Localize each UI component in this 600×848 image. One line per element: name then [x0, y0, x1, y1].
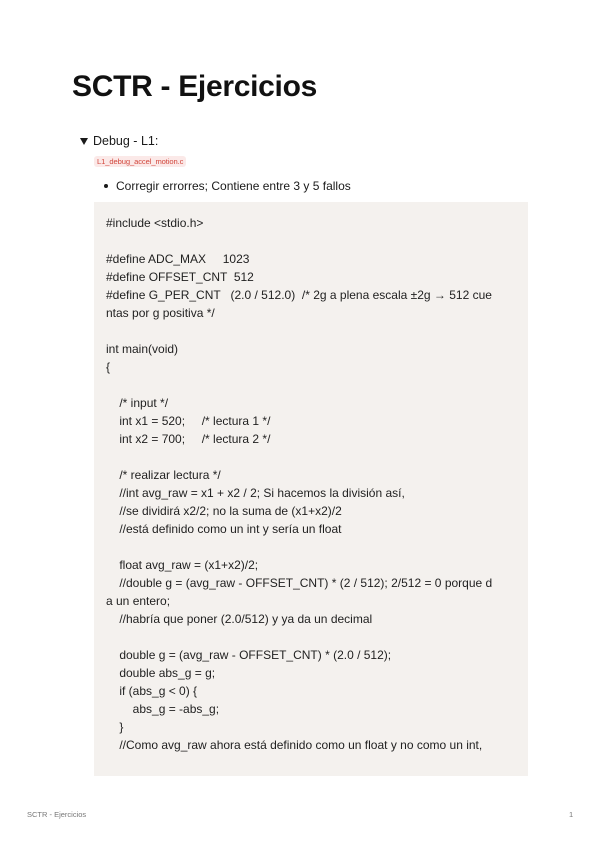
code-line: //double g = (avg_raw - OFFSET_CNT) * (2 / 512); 2/512 = 0 porque d: [106, 576, 493, 590]
code-line: //está definido como un int y sería un float: [106, 522, 342, 536]
code-line: double abs_g = g;: [106, 666, 216, 680]
code-line: int x2 = 700; /* lectura 2 */: [106, 432, 271, 446]
code-line: //int avg_raw = x1 + x2 / 2; Si hacemos la división así,: [106, 486, 405, 500]
code-line: #define G_PER_CNT (2.0 / 512.0) /* 2g a plena escala ±2g → 512 cue: [106, 288, 492, 302]
page-title: SCTR - Ejercicios: [72, 70, 317, 103]
code-line: float avg_raw = (x1+x2)/2;: [106, 558, 259, 572]
code-line: int main(void): [106, 342, 179, 356]
file-name-tag: L1_debug_accel_motion.c: [94, 156, 186, 167]
code-line: int x1 = 520; /* lectura 1 */: [106, 414, 271, 428]
code-block: [94, 202, 528, 776]
code-line: /* input */: [106, 396, 169, 410]
code-line: //se dividirá x2/2; no la suma de (x1+x2)/2: [106, 504, 342, 518]
footer-page-number: 1: [569, 810, 574, 819]
code-line: abs_g = -abs_g;: [106, 702, 220, 716]
code-line: /* realizar lectura */: [106, 468, 221, 482]
code-line: double g = (avg_raw - OFFSET_CNT) * (2.0 / 512);: [106, 648, 392, 662]
code-line: ntas por g positiva */: [106, 306, 215, 320]
bullet-icon: [104, 184, 108, 188]
code-line: #include <stdio.h>: [106, 216, 204, 230]
list-item: [104, 179, 351, 193]
code-line: //habría que poner (2.0/512) y ya da un decimal: [106, 612, 373, 626]
footer-doc-name: SCTR - Ejercicios: [27, 810, 87, 819]
toggle-triangle-icon[interactable]: [80, 138, 88, 145]
list-item-text: Corregir errorres; Contiene entre 3 y 5 fallos: [116, 179, 351, 193]
code-line: #define ADC_MAX 1023: [106, 252, 250, 266]
code-line: #define OFFSET_CNT 512: [106, 270, 254, 284]
code-line: a un entero;: [106, 594, 171, 608]
code-line: if (abs_g < 0) {: [106, 684, 198, 698]
toggle-label: Debug - L1:: [93, 134, 159, 148]
code-line: {: [106, 360, 111, 374]
code-line: //Como avg_raw ahora está definido como un float y no como un int,: [106, 738, 483, 752]
code-line: }: [106, 720, 124, 734]
toggle-debug-l1[interactable]: [80, 134, 158, 148]
